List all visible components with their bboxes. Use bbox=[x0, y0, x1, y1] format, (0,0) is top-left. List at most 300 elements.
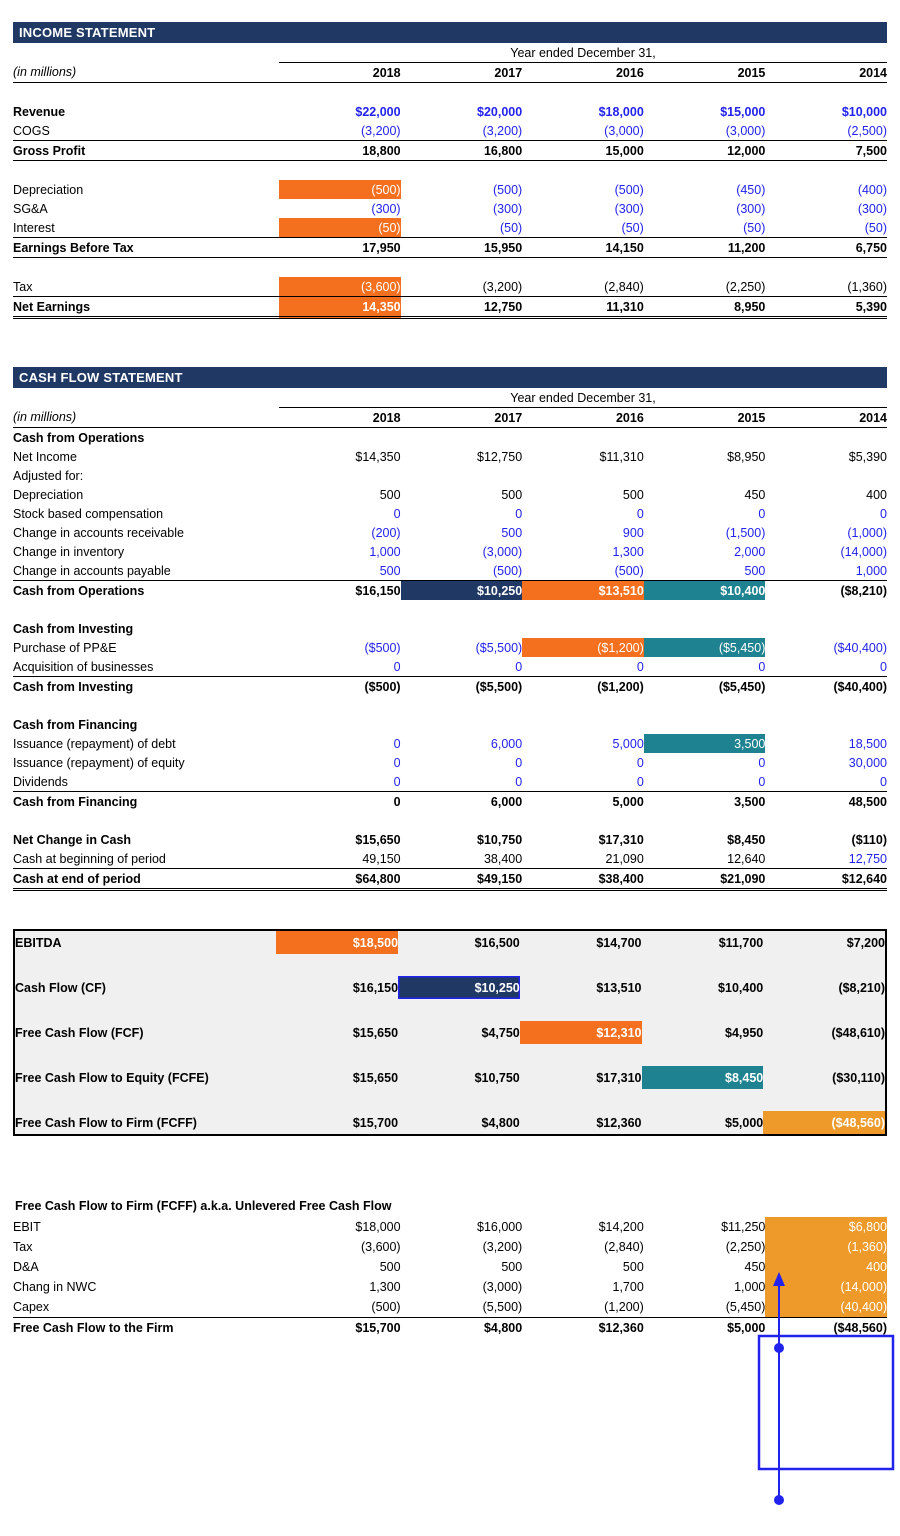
fcff-total-2015: $5,000 bbox=[727, 1321, 766, 1335]
is-depreciation-2016: (500) bbox=[614, 182, 644, 197]
table-row bbox=[13, 542, 887, 561]
sum-label-ebitda: EBITDA bbox=[15, 935, 62, 950]
cf-ppe-2015: ($5,450) bbox=[644, 638, 766, 657]
sum-cf-2016: $13,510 bbox=[596, 980, 642, 995]
is-row-label-gross-profit: Gross Profit bbox=[13, 141, 279, 161]
sum-fcfe-2017: $10,750 bbox=[474, 1070, 520, 1085]
cf-ar-2015: (1,500) bbox=[725, 525, 766, 540]
cf-ar-2014: (1,000) bbox=[847, 525, 887, 540]
cf-ap-2018: 500 bbox=[279, 561, 401, 581]
is-tax-2017: (3,200) bbox=[401, 277, 523, 297]
table-row bbox=[13, 466, 887, 485]
cf-ap-2016: (500) bbox=[522, 561, 644, 581]
table-row bbox=[13, 753, 887, 772]
cf-ppe-2014: ($40,400) bbox=[833, 640, 887, 655]
cf-total-financing-2014: 48,500 bbox=[848, 794, 887, 809]
fcff-label-nwc: Chang in NWC bbox=[13, 1280, 97, 1294]
is-tax-2014: (1,360) bbox=[765, 277, 887, 297]
cf-row-label-ap: Change in accounts payable bbox=[13, 561, 279, 581]
table-row bbox=[13, 830, 887, 849]
cf-equity-2014: 30,000 bbox=[848, 755, 887, 770]
is-tax-2018: (3,600) bbox=[279, 277, 401, 297]
fcff-detail-title: Free Cash Flow to Firm (FCFF) a.k.a. Unlevered Free Cash Flow bbox=[15, 1199, 392, 1213]
table-row bbox=[13, 141, 887, 161]
is-row-label-ebt: Earnings Before Tax bbox=[13, 238, 279, 258]
fcff-label-tax: Tax bbox=[13, 1240, 33, 1254]
cf-row-label-dividends: Dividends bbox=[13, 772, 279, 792]
is-sga-2016: (300) bbox=[614, 201, 644, 216]
fcff-nwc-2018: 1,300 bbox=[369, 1280, 401, 1294]
cf-row-label-ar: Change in accounts receivable bbox=[13, 525, 184, 540]
is-gross-profit-2014: 7,500 bbox=[765, 141, 887, 161]
fcff-column-outline bbox=[759, 1336, 893, 1469]
cf-depreciation-2016: 500 bbox=[622, 487, 644, 502]
cf-year-2014: 2014 bbox=[765, 408, 887, 428]
cf-inventory-2014: (14,000) bbox=[840, 544, 887, 559]
fcff-da-2017: 500 bbox=[501, 1260, 523, 1274]
fcff-nwc-2017: (3,000) bbox=[482, 1280, 523, 1294]
fcff-da-2018: 500 bbox=[379, 1260, 401, 1274]
is-cogs-2014: (2,500) bbox=[765, 121, 887, 141]
cf-net-income-2015: $8,950 bbox=[727, 449, 766, 464]
sum-fcf-2016: $12,310 bbox=[520, 1021, 642, 1044]
is-row-label-cogs: COGS bbox=[13, 121, 279, 141]
table-row bbox=[13, 238, 887, 258]
fcff-capex-2017: (5,500) bbox=[401, 1297, 523, 1318]
table-row bbox=[13, 121, 887, 141]
table-row bbox=[13, 277, 887, 297]
fcff-capex-2014: (40,400) bbox=[765, 1297, 887, 1318]
table-row bbox=[13, 180, 887, 199]
cf-depreciation-2015: 450 bbox=[744, 487, 766, 502]
cf-period-header-row bbox=[13, 388, 887, 408]
is-tax-2015: (2,250) bbox=[644, 277, 766, 297]
table-row bbox=[13, 849, 887, 869]
fcff-ebit-2015: $11,250 bbox=[721, 1220, 766, 1234]
cf-period-header: Year ended December 31, bbox=[279, 388, 887, 408]
cf-ar-2017: 500 bbox=[501, 525, 523, 540]
is-row-label-sga: SG&A bbox=[13, 201, 48, 216]
is-row-label-revenue: Revenue bbox=[13, 104, 66, 119]
fcff-ebit-2017: $16,000 bbox=[477, 1220, 523, 1234]
is-revenue-2016: $18,000 bbox=[598, 104, 644, 119]
cf-net-income-2018: $14,350 bbox=[355, 449, 401, 464]
cf-row-label-adjusted-for: Adjusted for: bbox=[13, 468, 84, 483]
sum-fcfe-2016: $17,310 bbox=[596, 1070, 642, 1085]
is-row-label-depreciation: Depreciation bbox=[13, 182, 84, 197]
cf-cash-end-2017: $49,150 bbox=[401, 869, 523, 890]
is-gross-profit-2018: 18,800 bbox=[279, 141, 401, 161]
table-row bbox=[13, 772, 887, 792]
cf-net-income-2016: $11,310 bbox=[599, 449, 644, 464]
spacer-cell bbox=[13, 388, 279, 408]
fcff-da-2015: 450 bbox=[744, 1260, 766, 1274]
cf-acquisitions-2016: 0 bbox=[522, 657, 644, 677]
is-year-2014: 2014 bbox=[765, 63, 887, 83]
cf-total-financing-2015: 3,500 bbox=[734, 794, 766, 809]
table-row bbox=[13, 657, 887, 677]
spacer-cell bbox=[13, 43, 279, 63]
cf-depreciation-2014: 400 bbox=[866, 487, 887, 502]
table-row bbox=[13, 297, 887, 318]
table-row bbox=[13, 428, 887, 448]
cf-inventory-2016: 1,300 bbox=[612, 544, 644, 559]
cf-ap-2014: 1,000 bbox=[765, 561, 887, 581]
spacer-row bbox=[13, 811, 887, 830]
cf-sbc-2014: 0 bbox=[880, 506, 887, 521]
cf-cash-end-2016: $38,400 bbox=[522, 869, 644, 890]
sum-fcfe-2014: ($30,110) bbox=[832, 1070, 885, 1085]
sum-fcf-2015: $4,950 bbox=[725, 1025, 764, 1040]
cf-acquisitions-2015: 0 bbox=[644, 657, 766, 677]
cf-ar-2016: 900 bbox=[622, 525, 644, 540]
cf-cash-begin-2015: 12,640 bbox=[644, 849, 766, 869]
cf-dividends-2015: 0 bbox=[644, 772, 766, 792]
cf-total-investing-2015: ($5,450) bbox=[718, 679, 766, 694]
is-sga-2017: (300) bbox=[493, 201, 523, 216]
cf-debt-2017: 6,000 bbox=[490, 736, 523, 751]
cf-equity-2017: 0 bbox=[515, 755, 523, 770]
sum-fcf-2017: $4,750 bbox=[481, 1025, 520, 1040]
cf-cash-begin-2014: 12,750 bbox=[765, 849, 887, 869]
cf-cash-begin-2016: 21,090 bbox=[522, 849, 644, 869]
cash-flow-statement-table bbox=[13, 388, 887, 891]
fcff-tax-2015: (2,250) bbox=[725, 1240, 766, 1254]
cf-equity-2018: 0 bbox=[393, 755, 401, 770]
is-year-2017: 2017 bbox=[401, 63, 523, 83]
fcff-tax-2017: (3,200) bbox=[482, 1240, 523, 1254]
cf-net-change-2015: $8,450 bbox=[727, 832, 766, 847]
cf-row-label-equity: Issuance (repayment) of equity bbox=[13, 755, 185, 770]
sum-fcff-2015: $5,000 bbox=[725, 1115, 764, 1130]
cf-ap-2017: (500) bbox=[401, 561, 523, 581]
sum-label-fcff: Free Cash Flow to Firm (FCFF) bbox=[15, 1115, 197, 1130]
is-period-header-row bbox=[13, 43, 887, 63]
fcff-capex-2015: (5,450) bbox=[644, 1297, 766, 1318]
cf-cash-begin-2017: 38,400 bbox=[401, 849, 523, 869]
fcff-tax-2016: (2,840) bbox=[604, 1240, 644, 1254]
sum-fcff-2018: $15,700 bbox=[352, 1115, 399, 1130]
is-units-label: (in millions) bbox=[13, 63, 279, 83]
cf-inventory-2015: 2,000 bbox=[734, 544, 766, 559]
cf-net-change-2018: $15,650 bbox=[355, 832, 401, 847]
fcff-tax-2014: (1,360) bbox=[765, 1237, 887, 1257]
is-row-label-interest: Interest bbox=[13, 218, 279, 238]
spacer-row bbox=[15, 1089, 885, 1111]
spacer-row bbox=[15, 954, 885, 976]
table-row bbox=[13, 199, 887, 218]
table-row bbox=[13, 869, 887, 890]
cf-financing-header: Cash from Financing bbox=[13, 717, 138, 732]
fcff-total-2017: $4,800 bbox=[483, 1321, 523, 1335]
spacer-row bbox=[15, 1044, 885, 1066]
is-depreciation-2017: (500) bbox=[493, 182, 523, 197]
sum-ebitda-2014: $7,200 bbox=[846, 935, 885, 950]
is-net-earnings-2018: 14,350 bbox=[279, 297, 401, 318]
sum-cf-2015: $10,400 bbox=[718, 980, 764, 995]
is-depreciation-2018: (500) bbox=[279, 180, 401, 199]
cf-dividends-2014: 0 bbox=[765, 772, 887, 792]
cash-flow-statement-title: CASH FLOW STATEMENT bbox=[13, 367, 887, 388]
cf-net-change-2014: ($110) bbox=[851, 832, 887, 847]
is-interest-2015: (50) bbox=[644, 218, 766, 238]
fcff-label-capex: Capex bbox=[13, 1297, 279, 1318]
is-depreciation-2014: (400) bbox=[857, 182, 887, 197]
fcff-total-2016: $12,360 bbox=[598, 1321, 644, 1335]
cf-units-label: (in millions) bbox=[13, 408, 279, 428]
spacer-row bbox=[15, 999, 885, 1021]
table-row bbox=[13, 218, 887, 238]
cf-ppe-2016: ($1,200) bbox=[522, 638, 644, 657]
is-ebt-2018: 17,950 bbox=[279, 238, 401, 258]
cf-cash-end-2018: $64,800 bbox=[279, 869, 401, 890]
cf-total-financing-2018: 0 bbox=[393, 794, 401, 809]
sum-fcf-2018: $15,650 bbox=[352, 1025, 399, 1040]
is-sga-2018: (300) bbox=[371, 201, 401, 216]
cf-net-income-2014: $5,390 bbox=[848, 449, 887, 464]
cf-sbc-2016: 0 bbox=[636, 506, 644, 521]
is-gross-profit-2015: 12,000 bbox=[644, 141, 766, 161]
is-period-header: Year ended December 31, bbox=[279, 43, 887, 63]
spacer-row bbox=[13, 600, 887, 619]
cf-net-change-2017: $10,750 bbox=[477, 832, 523, 847]
fcff-ebit-2018: $18,000 bbox=[355, 1220, 401, 1234]
is-net-earnings-2017: 12,750 bbox=[401, 297, 523, 318]
table-row bbox=[13, 619, 887, 638]
sum-fcfe-2018: $15,650 bbox=[352, 1070, 399, 1085]
table-row bbox=[13, 1277, 887, 1297]
fcff-nwc-2015: 1,000 bbox=[734, 1280, 766, 1294]
is-net-earnings-2016: 11,310 bbox=[522, 297, 644, 318]
fcff-da-2016: 500 bbox=[622, 1260, 644, 1274]
summary-metrics-table bbox=[15, 931, 885, 1134]
cf-total-operations-2018: $16,150 bbox=[355, 583, 401, 598]
is-sga-2014: (300) bbox=[857, 201, 887, 216]
spacer-row bbox=[13, 258, 887, 278]
fcff-da-2014: 400 bbox=[765, 1257, 887, 1277]
cf-total-investing-2017: ($5,500) bbox=[475, 679, 523, 694]
is-ebt-2017: 15,950 bbox=[401, 238, 523, 258]
cf-net-income-2017: $12,750 bbox=[477, 449, 523, 464]
sum-ebitda-2016: $14,700 bbox=[596, 935, 642, 950]
is-cogs-2015: (3,000) bbox=[644, 121, 766, 141]
cf-sbc-2018: 0 bbox=[393, 506, 401, 521]
cf-cash-end-2015: $21,090 bbox=[644, 869, 766, 890]
cf-total-investing-2016: ($1,200) bbox=[597, 679, 644, 694]
cf-total-financing-2017: 6,000 bbox=[490, 794, 523, 809]
cf-cash-begin-2018: 49,150 bbox=[279, 849, 401, 869]
fcff-nwc-2016: 1,700 bbox=[612, 1280, 644, 1294]
table-row bbox=[13, 638, 887, 657]
cf-debt-2015: 3,500 bbox=[644, 734, 766, 753]
is-ebt-2014: 6,750 bbox=[765, 238, 887, 258]
sum-ebitda-2015: $11,700 bbox=[718, 935, 764, 950]
cf-acquisitions-2017: 0 bbox=[401, 657, 523, 677]
sum-label-fcfe: Free Cash Flow to Equity (FCFE) bbox=[15, 1070, 209, 1085]
is-year-header-row bbox=[13, 63, 887, 83]
table-row bbox=[13, 504, 887, 523]
connector-dot-top-icon bbox=[774, 1343, 784, 1353]
sum-fcff-2017: $4,800 bbox=[481, 1115, 520, 1130]
cf-year-2015: 2015 bbox=[644, 408, 766, 428]
is-interest-2018: (50) bbox=[279, 218, 401, 238]
cf-year-2018: 2018 bbox=[279, 408, 401, 428]
fcff-detail-section bbox=[13, 1196, 887, 1338]
cf-ap-2015: 500 bbox=[644, 561, 766, 581]
cf-equity-2016: 0 bbox=[636, 755, 644, 770]
fcff-total-2014: ($48,560) bbox=[833, 1321, 887, 1335]
table-row bbox=[13, 677, 887, 697]
table-row bbox=[13, 1318, 887, 1339]
cf-total-investing-2014: ($40,400) bbox=[833, 679, 887, 694]
cf-dividends-2018: 0 bbox=[279, 772, 401, 792]
table-row bbox=[13, 102, 887, 121]
is-ebt-2016: 14,150 bbox=[522, 238, 644, 258]
table-row bbox=[15, 1066, 885, 1089]
cf-depreciation-2018: 500 bbox=[379, 487, 401, 502]
sum-fcf-2014: ($48,610) bbox=[831, 1025, 885, 1040]
is-tax-2016: (2,840) bbox=[522, 277, 644, 297]
table-row bbox=[13, 1257, 887, 1277]
sum-ebitda-2017: $16,500 bbox=[474, 935, 520, 950]
is-gross-profit-2016: 15,000 bbox=[522, 141, 644, 161]
fcff-total-2018: $15,700 bbox=[355, 1321, 401, 1335]
table-row bbox=[15, 931, 885, 954]
table-row bbox=[13, 734, 887, 753]
cf-acquisitions-2014: 0 bbox=[765, 657, 887, 677]
connector-dot-bottom-icon bbox=[774, 1495, 784, 1505]
summary-metrics-box bbox=[13, 929, 887, 1136]
cf-row-label-inventory: Change in inventory bbox=[13, 544, 125, 559]
cf-acquisitions-2018: 0 bbox=[279, 657, 401, 677]
sum-fcfe-2015: $8,450 bbox=[642, 1066, 764, 1089]
cf-investing-header: Cash from Investing bbox=[13, 621, 134, 636]
cf-row-label-ppe: Purchase of PP&E bbox=[13, 640, 117, 655]
is-cogs-2017: (3,200) bbox=[401, 121, 523, 141]
cf-row-label-depreciation: Depreciation bbox=[13, 487, 84, 502]
cf-total-operations-2017: $10,250 bbox=[401, 581, 523, 601]
cf-year-2016: 2016 bbox=[522, 408, 644, 428]
table-row bbox=[15, 1021, 885, 1044]
cf-total-financing-label: Cash from Financing bbox=[13, 794, 138, 809]
is-ebt-2015: 11,200 bbox=[644, 238, 766, 258]
is-net-earnings-2014: 5,390 bbox=[765, 297, 887, 318]
table-row bbox=[15, 1111, 885, 1134]
is-interest-2017: (50) bbox=[401, 218, 523, 238]
fcff-total-label: Free Cash Flow to the Firm bbox=[13, 1321, 174, 1335]
is-revenue-2017: $20,000 bbox=[477, 104, 523, 119]
spacer-row bbox=[13, 161, 887, 181]
is-gross-profit-2017: 16,800 bbox=[401, 141, 523, 161]
cf-operations-header: Cash from Operations bbox=[13, 430, 145, 445]
cf-row-label-debt: Issuance (repayment) of debt bbox=[13, 736, 176, 751]
cf-total-financing-2016: 5,000 bbox=[612, 794, 644, 809]
table-row bbox=[13, 561, 887, 581]
cf-cash-begin-label: Cash at beginning of period bbox=[13, 849, 279, 869]
cf-total-operations-2015: $10,400 bbox=[644, 581, 766, 601]
is-net-earnings-2015: 8,950 bbox=[644, 297, 766, 318]
fcff-tax-2018: (3,600) bbox=[360, 1240, 401, 1254]
table-row bbox=[13, 1237, 887, 1257]
is-year-2018: 2018 bbox=[279, 63, 401, 83]
table-row bbox=[13, 1297, 887, 1318]
fcff-nwc-2014: (14,000) bbox=[765, 1277, 887, 1297]
sum-cf-2014: ($8,210) bbox=[838, 980, 885, 995]
cf-ppe-2018: ($500) bbox=[364, 640, 401, 655]
is-cogs-2018: (3,200) bbox=[279, 121, 401, 141]
cf-net-change-label: Net Change in Cash bbox=[13, 832, 132, 847]
cf-debt-2016: 5,000 bbox=[612, 736, 644, 751]
is-interest-2016: (50) bbox=[522, 218, 644, 238]
cf-row-label-acquisitions: Acquisition of businesses bbox=[13, 657, 279, 677]
cf-total-investing-2018: ($500) bbox=[364, 679, 401, 694]
cf-debt-2014: 18,500 bbox=[848, 736, 887, 751]
is-sga-2015: (300) bbox=[736, 201, 766, 216]
is-revenue-2015: $15,000 bbox=[720, 104, 766, 119]
sum-fcff-2014: ($48,560) bbox=[763, 1111, 885, 1134]
sum-cf-2017: $10,250 bbox=[398, 976, 520, 999]
cf-sbc-2015: 0 bbox=[758, 506, 766, 521]
cf-total-operations-label: Cash from Operations bbox=[13, 583, 145, 598]
cf-inventory-2017: (3,000) bbox=[482, 544, 523, 559]
table-row bbox=[13, 581, 887, 601]
table-row bbox=[13, 523, 887, 542]
cf-debt-2018: 0 bbox=[393, 736, 401, 751]
spacer-row bbox=[13, 696, 887, 715]
cf-sbc-2017: 0 bbox=[515, 506, 523, 521]
fcff-detail-table bbox=[13, 1217, 887, 1338]
fcff-label-da: D&A bbox=[13, 1260, 39, 1274]
cf-ar-2018: (200) bbox=[371, 525, 401, 540]
table-row bbox=[13, 1217, 887, 1237]
cf-depreciation-2017: 500 bbox=[501, 487, 523, 502]
is-revenue-2014: $10,000 bbox=[841, 104, 887, 119]
cf-equity-2015: 0 bbox=[758, 755, 766, 770]
is-depreciation-2015: (450) bbox=[736, 182, 766, 197]
table-row bbox=[13, 715, 887, 734]
cf-ppe-2017: ($5,500) bbox=[475, 640, 523, 655]
cf-cash-end-2014: $12,640 bbox=[765, 869, 887, 890]
table-row bbox=[13, 792, 887, 812]
fcff-ebit-2014: $6,800 bbox=[765, 1217, 887, 1237]
table-row bbox=[15, 976, 885, 999]
cf-row-label-sbc: Stock based compensation bbox=[13, 506, 164, 521]
sum-ebitda-2018: $18,500 bbox=[276, 931, 398, 954]
cf-net-change-2016: $17,310 bbox=[598, 832, 644, 847]
fcff-capex-2016: (1,200) bbox=[522, 1297, 644, 1318]
table-row bbox=[13, 485, 887, 504]
is-interest-2014: (50) bbox=[765, 218, 887, 238]
sum-fcff-2016: $12,360 bbox=[596, 1115, 642, 1130]
cf-total-investing-label: Cash from Investing bbox=[13, 679, 134, 694]
cf-row-label-net-income: Net Income bbox=[13, 449, 77, 464]
is-row-label-net-earnings: Net Earnings bbox=[13, 297, 279, 318]
cf-dividends-2016: 0 bbox=[522, 772, 644, 792]
cf-dividends-2017: 0 bbox=[401, 772, 523, 792]
is-cogs-2016: (3,000) bbox=[522, 121, 644, 141]
fcff-label-ebit: EBIT bbox=[13, 1220, 41, 1234]
is-row-label-tax: Tax bbox=[13, 277, 279, 297]
sum-label-fcf: Free Cash Flow (FCF) bbox=[15, 1025, 144, 1040]
is-year-2016: 2016 bbox=[522, 63, 644, 83]
income-statement-title: INCOME STATEMENT bbox=[13, 22, 887, 43]
sum-label-cf: Cash Flow (CF) bbox=[15, 980, 106, 995]
income-statement-table bbox=[13, 43, 887, 319]
cf-year-2017: 2017 bbox=[401, 408, 523, 428]
is-revenue-2018: $22,000 bbox=[355, 104, 401, 119]
fcff-ebit-2016: $14,200 bbox=[598, 1220, 644, 1234]
cf-cash-end-label: Cash at end of period bbox=[13, 869, 279, 890]
